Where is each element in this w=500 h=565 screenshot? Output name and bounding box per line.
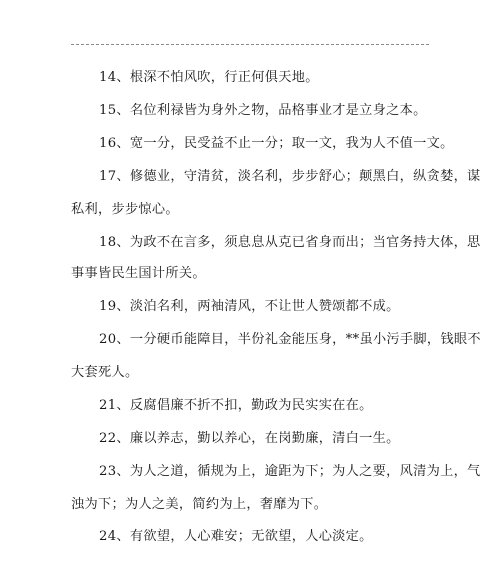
item-22-line-1: 22、廉以养志，勤以养心，在岗勤廉，清白一生。	[99, 431, 400, 446]
item-21-line-1: 21、反腐倡廉不折不扣，勤政为民实实在在。	[99, 398, 373, 413]
item-17-line-2: 私利，步步惊心。	[71, 202, 179, 217]
item-17-line-1: 17、修德业，守清贫，淡名利，步步舒心；颠黑白，纵贪婪，谋	[99, 169, 481, 184]
header-divider	[71, 44, 429, 45]
item-18-line-1: 18、为政不在言多，须息息从克已省身而出；当官务持大体，思	[99, 235, 481, 250]
item-23-line-1: 23、为人之道，循规为上，逾距为下；为人之要，风清为上，气	[99, 464, 481, 479]
item-24-line-1: 24、有欲望，人心难安；无欲望，人心淡定。	[99, 529, 373, 544]
item-14-line-1: 14、根深不怕风吹，行正何俱天地。	[99, 70, 319, 85]
item-18-line-2: 事事皆民生国计所关。	[71, 266, 206, 281]
item-19-line-1: 19、淡泊名利，两袖清风，不让世人赞颂都不成。	[99, 299, 400, 314]
item-16-line-1: 16、宽一分，民受益不止一分；取一文，我为人不值一文。	[99, 136, 454, 151]
item-23-line-2: 浊为下；为人之美，简约为上，奢靡为下。	[71, 497, 328, 512]
item-20-line-1: 20、一分硬币能障目，半份礼金能压身，**虽小污手脚，钱眼不	[99, 332, 481, 347]
item-20-line-2: 大套死人。	[71, 365, 139, 380]
item-15-line-1: 15、名位利禄皆为身外之物，品格事业才是立身之本。	[99, 103, 427, 118]
